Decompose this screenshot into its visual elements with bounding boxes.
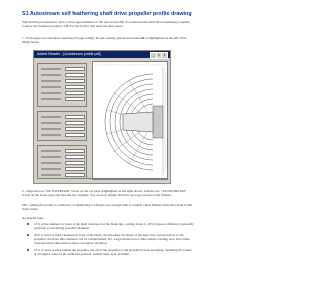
list-item <box>26 248 194 257</box>
setting-row <box>41 91 85 95</box>
screenshot-title-bar: Adobe Reader - [Autostream profile.pdf] <box>34 51 170 58</box>
setting-row <box>41 85 85 89</box>
page-handling-group <box>37 145 87 179</box>
setting-row <box>41 127 85 131</box>
propeller-profile-preview <box>92 61 168 180</box>
minimize-button: _ <box>150 52 157 59</box>
step-1-text-end: as highlighted on the left of the image below. <box>22 36 187 45</box>
document-title: S1 Autostream self feathering shaft drive propeller profile drawing <box>22 11 192 17</box>
bullet-icon <box>27 223 29 225</box>
intro-paragraph: This drawing is intended to give a close approximation of the size and profile of an Autostream shaft drive feathering propeller, to show the feathered position, which is the form it will need the more space. <box>22 20 191 29</box>
list-item-text: 15% of the diameter or more is the ideal clearance for the blade tips, coming down to 10% if space is limited is generally preferred to sacrificing propeller diameter. <box>34 222 194 231</box>
print-dialog-screenshot <box>33 50 171 184</box>
general-rules-heading: As general rules - <box>22 216 46 220</box>
setting-row <box>41 67 85 71</box>
setting-row <box>41 73 85 77</box>
setting-row <box>41 149 85 153</box>
setting-row <box>41 161 85 165</box>
setting-row <box>41 133 85 137</box>
setting-row <box>41 167 85 171</box>
list-item-text: 15% or more is ideal behind the propeller, the aft of the propeller to the propeller's most steadying, including the rudder at all angles, when in the feathered position, usually there is no problem. <box>34 247 192 257</box>
maximize-button: □ <box>156 52 163 59</box>
step-1-paragraph <box>22 36 192 46</box>
setting-row <box>41 115 85 119</box>
page-range-group <box>37 111 87 141</box>
status-bar <box>37 178 167 182</box>
setting-row <box>41 155 85 159</box>
general-rules-list <box>26 222 194 294</box>
setting-row <box>41 97 85 101</box>
list-item <box>26 233 194 246</box>
setting-row <box>41 173 85 177</box>
printer-group <box>37 63 87 107</box>
close-button: x <box>161 52 168 59</box>
bullet-icon <box>27 234 29 236</box>
setting-row <box>41 79 85 83</box>
step-2-paragraph: 2 - Align the two "AUTOSTREAM" words on the top page (highlighted on the right above, with the two "AUTOSTREAM" words on the lower page and tape the two together. You can now simply hold this up to get an idea of the fitment. <box>22 189 187 198</box>
tip-paragraph: TIP - Gluing the profile to cardboard, or laminating it will give you enough time to roughly check fitment while the vessel is still in the water. <box>22 203 192 212</box>
step-1-bold-text: off <box>140 36 145 40</box>
print-settings-panel <box>37 61 87 180</box>
list-item <box>26 222 194 231</box>
step-1-text-start: 1 - Fold pages two and three: ensuring all page scaling, fit and rotating options are turned <box>22 36 141 40</box>
list-item-text: 20% or more is ideal clearance in front of the blade, the smoother the shape of the keel, bow and stern flow to the propeller, the more this clearance can be compromised. Etc. Large deadwood or other shapes creating poor flow make clearance more important as these can induce vibration. <box>34 232 190 246</box>
setting-row <box>41 121 85 125</box>
bullet-icon <box>27 249 29 251</box>
propeller-drawing <box>93 62 169 181</box>
